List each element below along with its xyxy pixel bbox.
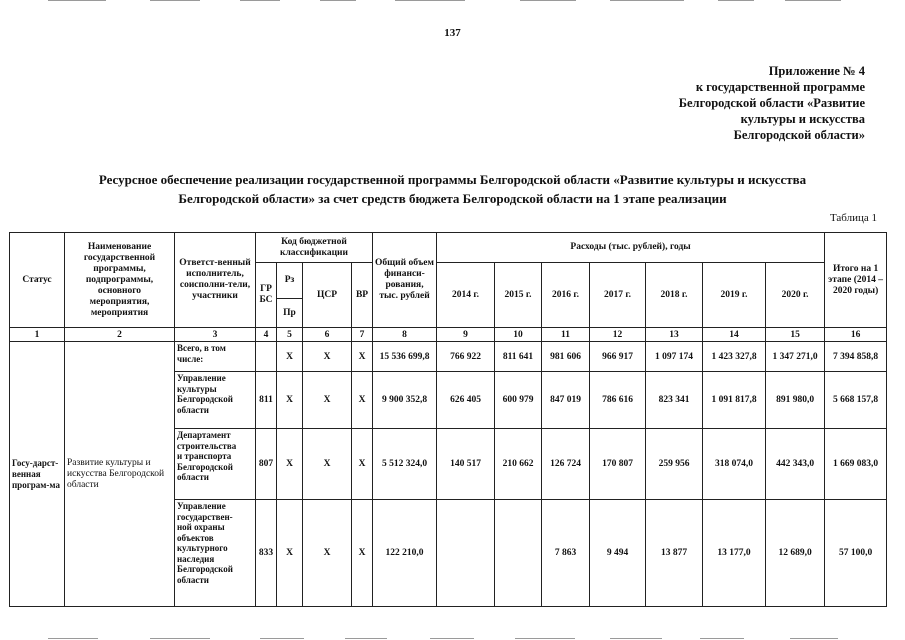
rz-cell: X	[277, 429, 303, 500]
year-value-cell: 13 177,0	[703, 500, 766, 607]
status-cell: Госу-дарст-венная програм-ма	[10, 342, 65, 607]
header-budget-code: Код бюджетной классификации	[256, 233, 373, 263]
vr-cell: X	[352, 500, 373, 607]
executor-line: Управление	[177, 373, 226, 383]
rz-cell: X	[277, 372, 303, 429]
year-value-cell: 1 423 327,8	[703, 342, 766, 372]
executor-cell	[175, 342, 256, 372]
header-year: 2015 г.	[495, 263, 542, 328]
executor-line: ной охраны	[177, 522, 225, 532]
executor-line: наследия	[177, 553, 215, 564]
table-row	[10, 342, 887, 372]
column-number: 15	[766, 328, 825, 342]
year-value-cell: 811 641	[495, 342, 542, 372]
column-number: 1	[10, 328, 65, 342]
header-year: 2018 г.	[646, 263, 703, 328]
column-number: 14	[703, 328, 766, 342]
executor-line: объектов	[177, 532, 214, 543]
executor-line: и транспорта	[177, 451, 232, 461]
executor-line: Департамент	[177, 430, 231, 440]
column-number: 11	[542, 328, 590, 342]
column-number: 9	[437, 328, 495, 342]
column-number: 6	[303, 328, 352, 342]
table-label: Таблица 1	[829, 212, 877, 224]
csr-cell: X	[303, 372, 352, 429]
executor-line: области	[177, 404, 209, 415]
year-value-cell: 981 606	[542, 342, 590, 372]
header-executor: Ответст-венный исполнитель, соисполни-тели, участники	[175, 233, 256, 328]
year-value-cell: 823 341	[646, 372, 703, 429]
column-number: 13	[646, 328, 703, 342]
column-number: 16	[825, 328, 887, 342]
year-value-cell: 891 980,0	[766, 372, 825, 429]
appendix-header	[635, 63, 865, 143]
rz-cell: X	[277, 500, 303, 607]
appendix-line: к государственной программе	[695, 80, 865, 94]
total-financing-cell: 15 536 699,8	[373, 342, 437, 372]
year-value-cell: 12 689,0	[766, 500, 825, 607]
executor-cell	[175, 429, 256, 500]
year-value-cell	[495, 500, 542, 607]
column-number: 8	[373, 328, 437, 342]
header-stage-total: Итого на 1 этапе (2014 – 2020 годы)	[825, 233, 887, 328]
program-name-cell: Развитие культуры и искусства Белгородской области	[65, 342, 175, 607]
appendix-line: Белгородской области «Развитие	[678, 96, 865, 110]
document-title	[20, 170, 885, 208]
column-number: 7	[352, 328, 373, 342]
total-financing-cell: 9 900 352,8	[373, 372, 437, 429]
year-value-cell: 13 877	[646, 500, 703, 607]
executor-line: культуры	[177, 383, 217, 394]
page-number: 137	[444, 27, 461, 39]
grbs-cell: 811	[256, 372, 277, 429]
year-value-cell: 847 019	[542, 372, 590, 429]
stage-total-cell: 7 394 858,8	[825, 342, 887, 372]
column-number: 4	[256, 328, 277, 342]
document-title-line: Ресурсное обеспечение реализации государственной программы Белгородской области «Развитие культуры и искусства	[98, 172, 807, 187]
stage-total-cell: 1 669 083,0	[825, 429, 887, 500]
year-value-cell: 766 922	[437, 342, 495, 372]
year-value-cell: 140 517	[437, 429, 495, 500]
appendix-line: культуры и искусства	[740, 112, 865, 126]
grbs-cell	[256, 342, 277, 372]
header-year: 2020 г.	[766, 263, 825, 328]
executor-line: Белгородской	[177, 564, 233, 574]
year-value-cell: 600 979	[495, 372, 542, 429]
csr-cell: X	[303, 342, 352, 372]
vr-cell: X	[352, 372, 373, 429]
executor-line: строительства	[177, 440, 237, 451]
year-value-cell: 1 091 817,8	[703, 372, 766, 429]
executor-line: государствен-	[177, 511, 233, 522]
column-number: 5	[277, 328, 303, 342]
appendix-line: Белгородской области»	[733, 128, 865, 142]
header-rz: Рз	[277, 263, 303, 299]
document-title-line: Белгородской области» за счет средств бюджета Белгородской области на 1 этапе реализации	[178, 191, 727, 206]
column-number: 12	[590, 328, 646, 342]
executor-line: области	[177, 472, 209, 482]
header-expenses: Расходы (тыс. рублей), годы	[437, 233, 825, 263]
executor-cell	[175, 372, 256, 429]
year-value-cell: 318 074,0	[703, 429, 766, 500]
year-value-cell: 9 494	[590, 500, 646, 607]
year-value-cell: 786 616	[590, 372, 646, 429]
year-value-cell: 7 863	[542, 500, 590, 607]
stage-total-cell: 5 668 157,8	[825, 372, 887, 429]
year-value-cell: 966 917	[590, 342, 646, 372]
year-value-cell: 626 405	[437, 372, 495, 429]
rz-cell: X	[277, 342, 303, 372]
header-total-financing: Общий объем финанси-рования, тыс. рублей	[373, 233, 437, 328]
header-pr: Пр	[277, 299, 303, 328]
executor-line: Белгородской	[177, 461, 233, 472]
executor-line: Управление	[177, 501, 226, 511]
header-year: 2014 г.	[437, 263, 495, 328]
column-number: 10	[495, 328, 542, 342]
header-csr: ЦСР	[303, 263, 352, 328]
header-year: 2016 г.	[542, 263, 590, 328]
header-year: 2017 г.	[590, 263, 646, 328]
scan-top-edge	[0, 0, 905, 2]
header-grbs: ГР БС	[256, 263, 277, 328]
executor-line: Всего, в том	[177, 343, 226, 353]
executor-line: культурного	[177, 543, 228, 553]
csr-cell: X	[303, 429, 352, 500]
total-financing-cell: 5 512 324,0	[373, 429, 437, 500]
header-status: Статус	[10, 233, 65, 328]
stage-total-cell: 57 100,0	[825, 500, 887, 607]
resource-table	[9, 232, 887, 607]
vr-cell: X	[352, 342, 373, 372]
year-value-cell	[437, 500, 495, 607]
year-value-cell: 1 097 174	[646, 342, 703, 372]
executor-line: числе:	[177, 353, 204, 364]
year-value-cell: 210 662	[495, 429, 542, 500]
year-value-cell: 442 343,0	[766, 429, 825, 500]
column-number: 2	[65, 328, 175, 342]
grbs-cell: 833	[256, 500, 277, 607]
column-number: 3	[175, 328, 256, 342]
executor-line: области	[177, 574, 209, 585]
year-value-cell: 1 347 271,0	[766, 342, 825, 372]
header-vr: ВР	[352, 263, 373, 328]
year-value-cell: 126 724	[542, 429, 590, 500]
executor-cell	[175, 500, 256, 607]
header-name: Наименование государственной программы, подпрограммы, основного мероприятия, мероприятия	[65, 233, 175, 328]
csr-cell: X	[303, 500, 352, 607]
grbs-cell: 807	[256, 429, 277, 500]
executor-line: Белгородской	[177, 394, 233, 404]
header-year: 2019 г.	[703, 263, 766, 328]
year-value-cell: 170 807	[590, 429, 646, 500]
appendix-line: Приложение № 4	[768, 64, 865, 78]
total-financing-cell: 122 210,0	[373, 500, 437, 607]
year-value-cell: 259 956	[646, 429, 703, 500]
vr-cell: X	[352, 429, 373, 500]
